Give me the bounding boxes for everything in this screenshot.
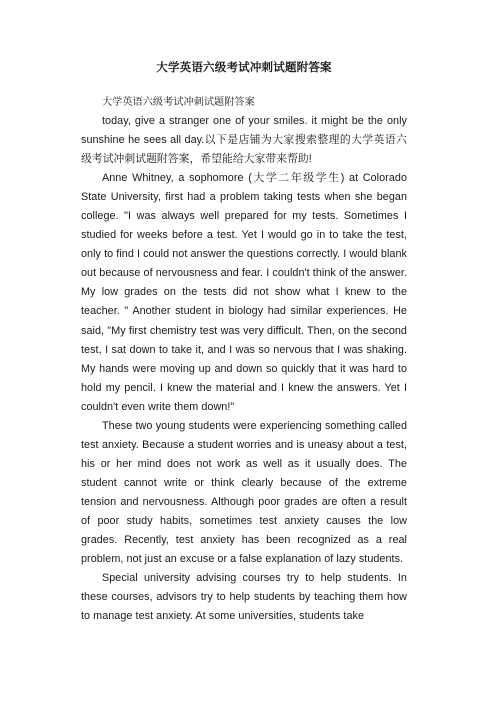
paragraph-intro: today, give a stranger one of your smiles. it might be the only sunshine he sees all day.以下是店铺为大家搜索整理的大学英语六级考试冲刺试题附答案，希望能给大家带来帮助!	[81, 115, 407, 166]
page-title: 大学英语六级考试冲刺试题附答案	[156, 62, 332, 74]
document-page	[81, 60, 407, 626]
paragraph-test-anxiety: These two young students were experiencing something called test anxiety. Because a student worries and is uneasy about a test, his or her mind does not work as well as it usually does. The student cannot write or think clearly because of the extreme tension and nervousness. Although poor grades are often a result of poor study habits, sometimes test anxiety causes the low grades. Recently, test anxiety has been recognized as a real problem, not just an excuse or a false explanation of lazy students.	[81, 419, 407, 566]
document-subtitle: 大学英语六级考试冲刺试题附答案	[102, 97, 255, 108]
paragraph-advising-courses: Special university advising courses try to help students. In these courses, advisors try to help students by teaching them how to manage test anxiety. At some universities, students take	[81, 572, 407, 623]
paragraph-anne-whitney: Anne Whitney, a sophomore (大学二年级学生) at Colorado State University, first had a problem taking tests when she began college. "I was always well prepared for my tests. Sometimes I studied for weeks before a test. Yet I would go in to take the test, only to find I could not answer the questions correctly. I would blank out because of nervousness and fear. I couldn't think of the answer. My low grades on the tests did not show what I knew to the teacher. " Another student in biology had similar experiences. He said, "My first chemistry test was very difficult. Then, on the second test, I sat down to take it, and I was so nervous that I was shaking. My hands were moving up and down so quickly that it was hard to hold my pencil. I knew the material and I knew the answers. Yet I couldn't even write them down!"	[81, 172, 407, 413]
